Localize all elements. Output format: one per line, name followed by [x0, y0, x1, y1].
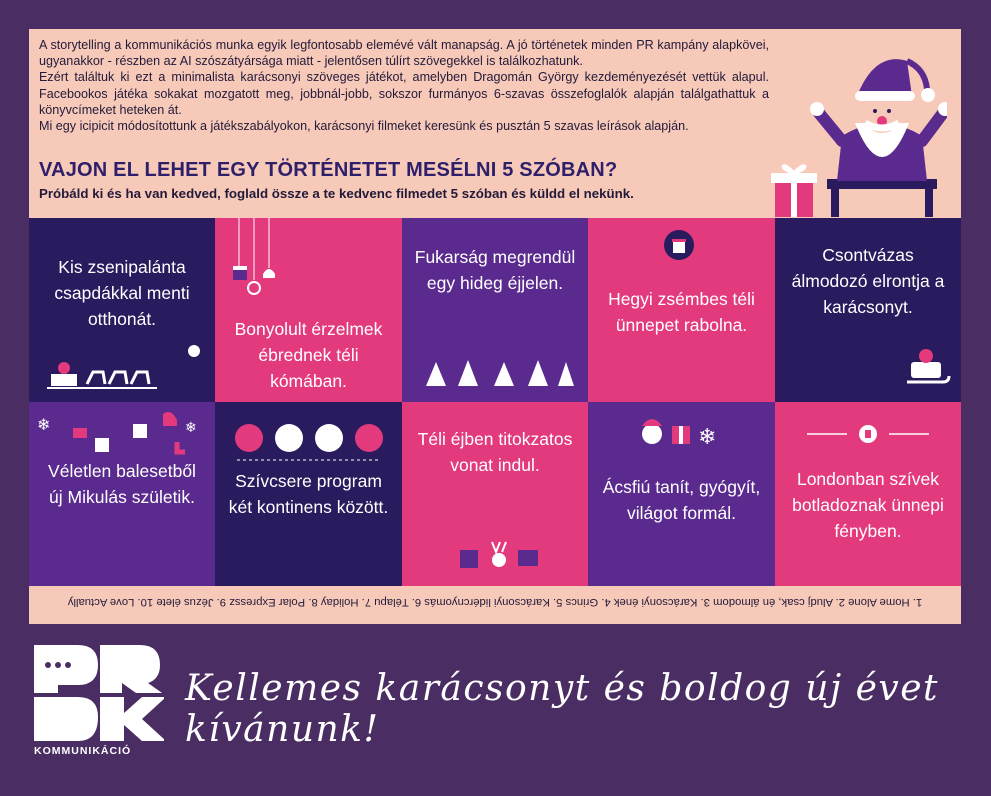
svg-text:❄: ❄: [698, 424, 717, 449]
reindeer-envelope-icons: [458, 538, 542, 572]
tile-1-text: Kis zsenipalánta csapdákkal menti otthonát.: [54, 257, 190, 329]
gift-icon: [664, 230, 694, 260]
intro-paragraph-1: A storytelling a kommunikációs munka egyik legfontosabb elemévé vált manapság. A jó történetek minden PR kampány alapkövei, ugyanakkor - részben az AI szószátyársága miatt - jelentősen túlírt szövegekkel is találkozhatunk.: [39, 38, 769, 69]
greeting-text: Kellemes karácsonyt és boldog új évet kívánunk!: [185, 668, 939, 750]
tile-9-text: Ácsfiú tanít, gyógyít, világot formál.: [602, 477, 761, 523]
gifts-row-icon: [235, 420, 385, 468]
svg-text:❄: ❄: [185, 419, 197, 435]
tile-4-text: Hegyi zsémbes téli ünnepet rabolna.: [608, 289, 755, 335]
tile-7: [215, 402, 402, 586]
intro-panel: [29, 29, 961, 218]
sleigh-reindeer-icon: [47, 354, 207, 394]
tile-10: [775, 402, 961, 586]
tile-4: [588, 218, 775, 402]
movie-tiles-grid: [29, 218, 961, 586]
ornament-divider-icon: [805, 422, 931, 446]
tile-8: [402, 402, 588, 586]
answers-text-upside-down: 1. Home Alone 2. Aludj csak, én álmodom 3. Karácsonyi ének 4. Grincs 5. Karácsonyi lidércnyomás 6. Télapu 7. Holiday 8. Polar Expressz 9. Jézus élete 10. Love Actually: [67, 596, 923, 608]
tile-5: [775, 218, 961, 402]
subline: Próbáld ki és ha van kedved, foglald össze a te kedvenc filmedet 5 szóban és küldd el nekünk.: [39, 186, 634, 201]
logo-subtitle: KOMMUNIKÁCIÓ: [34, 745, 132, 757]
intro-text: [39, 37, 769, 134]
sleigh-icon: [903, 346, 951, 390]
prbk-logo: [34, 645, 164, 765]
tile-3-text: Fukarság megrendül egy hideg éjjelen.: [414, 247, 576, 293]
tile-1: [29, 218, 215, 402]
tile-2-text: Bonyolult érzelmek ébrednek téli kómában.: [234, 319, 383, 391]
tile-3: [402, 218, 588, 402]
santa-gift-snowflake-icons: [640, 414, 724, 454]
intro-paragraph-3: Mi egy icipicit módosítottunk a játékszabályokon, karácsonyi filmeket keresünk és pusztán 5 szavas leírások alapján.: [39, 119, 689, 134]
answers-panel: [29, 586, 961, 624]
tile-8-text: Téli éjben titokzatos vonat indul.: [417, 429, 573, 475]
tile-6: [29, 402, 215, 586]
tile-7-text: Szívcsere program két kontinens között.: [228, 471, 389, 517]
tile-2: [215, 218, 402, 402]
prbk-logo-mark: [34, 645, 164, 741]
headline: VAJON EL LEHET EGY TÖRTÉNETET MESÉLNI 5 SZÓBAN?: [39, 159, 618, 181]
tile-5-text: Csontvázas álmodozó elrontja a karácsonyt.: [791, 245, 945, 317]
snowball-icon: [187, 344, 201, 358]
trees-icon: [416, 354, 576, 388]
tile-10-text: Londonban szívek botladoznak ünnepi fényben.: [792, 469, 944, 541]
santa-illustration: [747, 41, 947, 217]
intro-paragraph-2: Ezért találtuk ki ezt a minimalista karácsonyi szöveges játékot, amelyben Dragomán György kezdeményezését vettük alapul. Facebookos játéka sokakat mozgatott meg, jobbnál-jobb, sokszor furmányos 6-szavas összefoglalók alapján találgathattuk a könyvcímeket heteken át.: [39, 70, 769, 117]
gift-icon: [771, 166, 817, 217]
svg-text:❄: ❄: [37, 417, 51, 434]
tile-9: [588, 402, 775, 586]
hanging-ornaments-icon: [229, 218, 289, 308]
tile-6-text: Véletlen balesetből új Mikulás születik.: [48, 461, 196, 507]
christmas-icons-row: [37, 410, 209, 458]
